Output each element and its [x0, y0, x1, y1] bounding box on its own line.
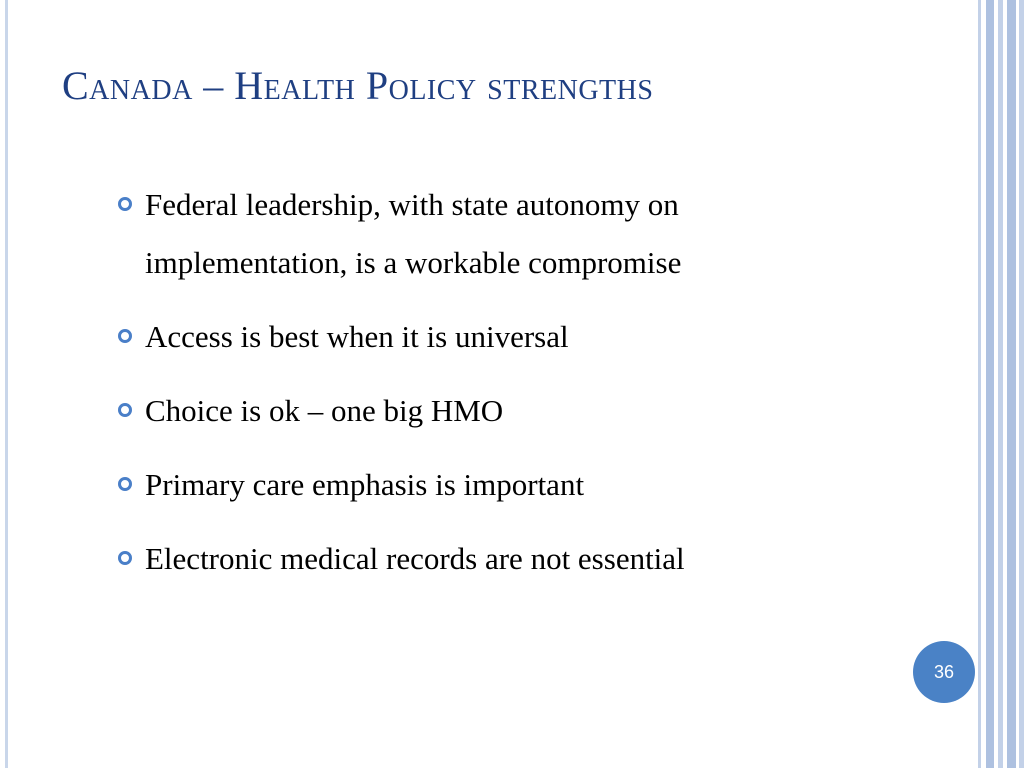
stripe: [1019, 0, 1024, 768]
bullet-text: Access is best when it is universal: [145, 319, 569, 354]
bullet-text: Primary care emphasis is important: [145, 467, 585, 502]
page-number-badge: 36: [913, 641, 975, 703]
bullet-item: [112, 382, 792, 440]
bullet-text: Federal leadership, with state autonomy on implementation, is a workable compromise: [145, 187, 682, 280]
stripe: [986, 0, 994, 768]
ring-bullet-icon: [118, 551, 132, 565]
ring-bullet-icon: [118, 197, 132, 211]
ring-bullet-icon: [118, 403, 132, 417]
bullet-item: [112, 176, 792, 292]
bullet-text: Electronic medical records are not essential: [145, 541, 685, 576]
stripe: [978, 0, 981, 768]
bullet-item: [112, 308, 792, 366]
bullet-item: [112, 456, 792, 514]
ring-bullet-icon: [118, 329, 132, 343]
bullet-text: Choice is ok – one big HMO: [145, 393, 504, 428]
left-border-line: [5, 0, 8, 768]
bullet-item: [112, 530, 792, 588]
bullet-list: [112, 176, 792, 604]
stripe: [1007, 0, 1016, 768]
right-decorative-stripes: [978, 0, 1024, 768]
stripe: [998, 0, 1003, 768]
ring-bullet-icon: [118, 477, 132, 491]
slide-title: Canada – Health Policy strengths: [62, 63, 654, 108]
